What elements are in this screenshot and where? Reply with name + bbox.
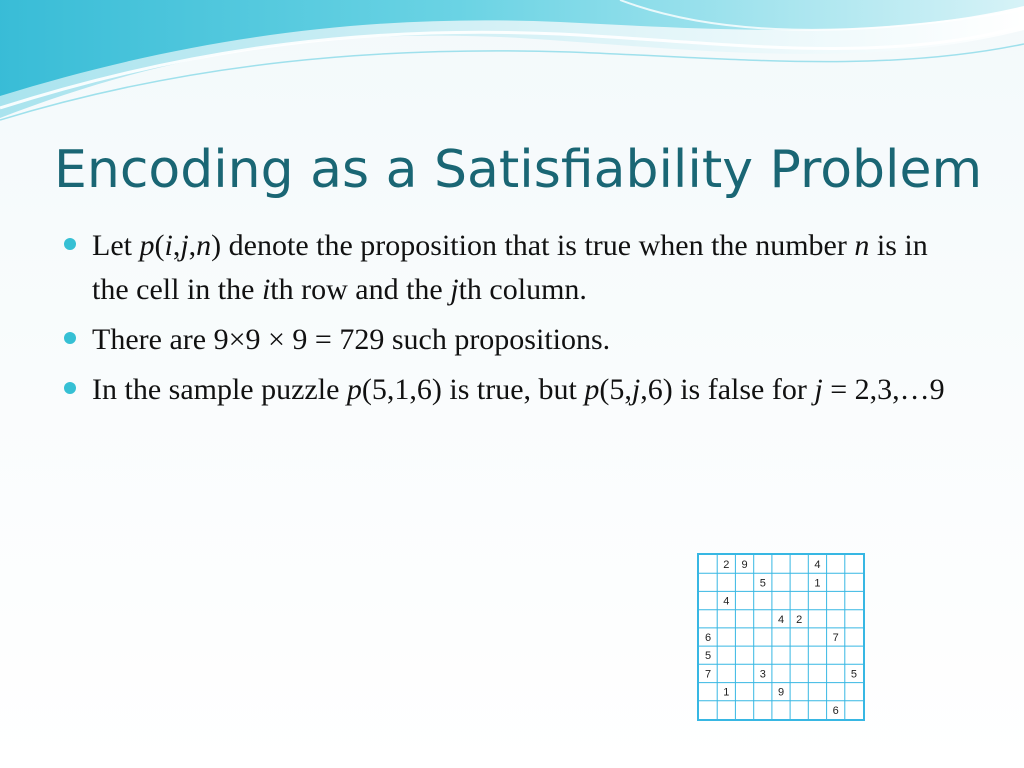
bullet-dot-icon <box>64 238 76 250</box>
sudoku-cell-value: 1 <box>814 577 821 590</box>
bullet-text-segment: ( <box>154 229 165 262</box>
sudoku-cell-value: 5 <box>705 650 712 663</box>
bullet-text-segment: = 2,3,…9 <box>822 373 945 406</box>
bullet-text-segment: (5,1,6) is true, but <box>361 373 585 406</box>
bullet-text-segment: n <box>854 229 870 262</box>
bullet-dot-icon <box>64 332 76 344</box>
bullet-text-segment: (5, <box>599 373 632 406</box>
sudoku-puzzle <box>697 553 865 721</box>
bullet-text-segment: ) denote the proposition that is true when the number <box>211 229 855 262</box>
sudoku-cell-value: 4 <box>723 595 730 608</box>
bullet-list <box>64 224 964 418</box>
sudoku-cell-value: 6 <box>832 704 839 717</box>
sudoku-cell-value: 2 <box>796 613 803 626</box>
bullet-text-segment: i <box>261 273 271 306</box>
sudoku-cell-value: 4 <box>777 613 785 626</box>
bullet-text-segment: , <box>188 229 197 262</box>
sudoku-cell-value: 5 <box>759 577 766 590</box>
sudoku-cell-value: 6 <box>705 632 712 644</box>
bullet-text-segment: i <box>164 229 173 262</box>
bullet-dot-icon <box>64 382 76 394</box>
bullet-text-segment: ,6) is false for <box>640 373 815 406</box>
sudoku-cell-value: 1 <box>723 686 730 699</box>
bullet-text-segment: th column. <box>458 273 587 306</box>
bullet-text-segment: p <box>346 373 362 406</box>
sudoku-cell-value: 3 <box>759 668 766 681</box>
bullet-text-segment: In the sample puzzle <box>92 373 347 406</box>
bullet-text-segment: Let <box>92 229 140 262</box>
sudoku-cell-value: 2 <box>723 559 730 572</box>
sudoku-cell-value: 7 <box>705 668 712 681</box>
bullet-item <box>64 368 964 412</box>
bullet-text-segment: p <box>584 373 600 406</box>
bullet-text-segment: j <box>631 373 641 406</box>
bullet-text-segment: j <box>814 373 823 406</box>
bullet-item <box>64 224 964 312</box>
header-wave-decoration <box>0 0 1024 130</box>
bullet-text-segment: j <box>180 229 189 262</box>
bullet-text-segment: j <box>450 273 459 306</box>
slide-title: Encoding as a Satisfiability Problem <box>54 140 983 200</box>
sudoku-grid <box>699 555 863 719</box>
bullet-text-segment: , <box>172 229 181 262</box>
bullet-text-segment: th row and the <box>270 273 451 306</box>
sudoku-cell-value: 9 <box>777 686 785 699</box>
sudoku-cell-value: 4 <box>814 559 821 572</box>
sudoku-cell-value: 5 <box>850 668 857 681</box>
bullet-text-segment: n <box>196 229 212 262</box>
bullet-text-segment: is in the cell in the <box>92 229 928 306</box>
sudoku-cell-value: 9 <box>741 559 748 572</box>
bullet-item <box>64 318 964 362</box>
sudoku-cell-value: 7 <box>832 632 839 644</box>
bullet-text-segment: There are 9×9 × 9 = 729 such propositions. <box>92 323 611 356</box>
bullet-text-segment: p <box>139 229 155 262</box>
